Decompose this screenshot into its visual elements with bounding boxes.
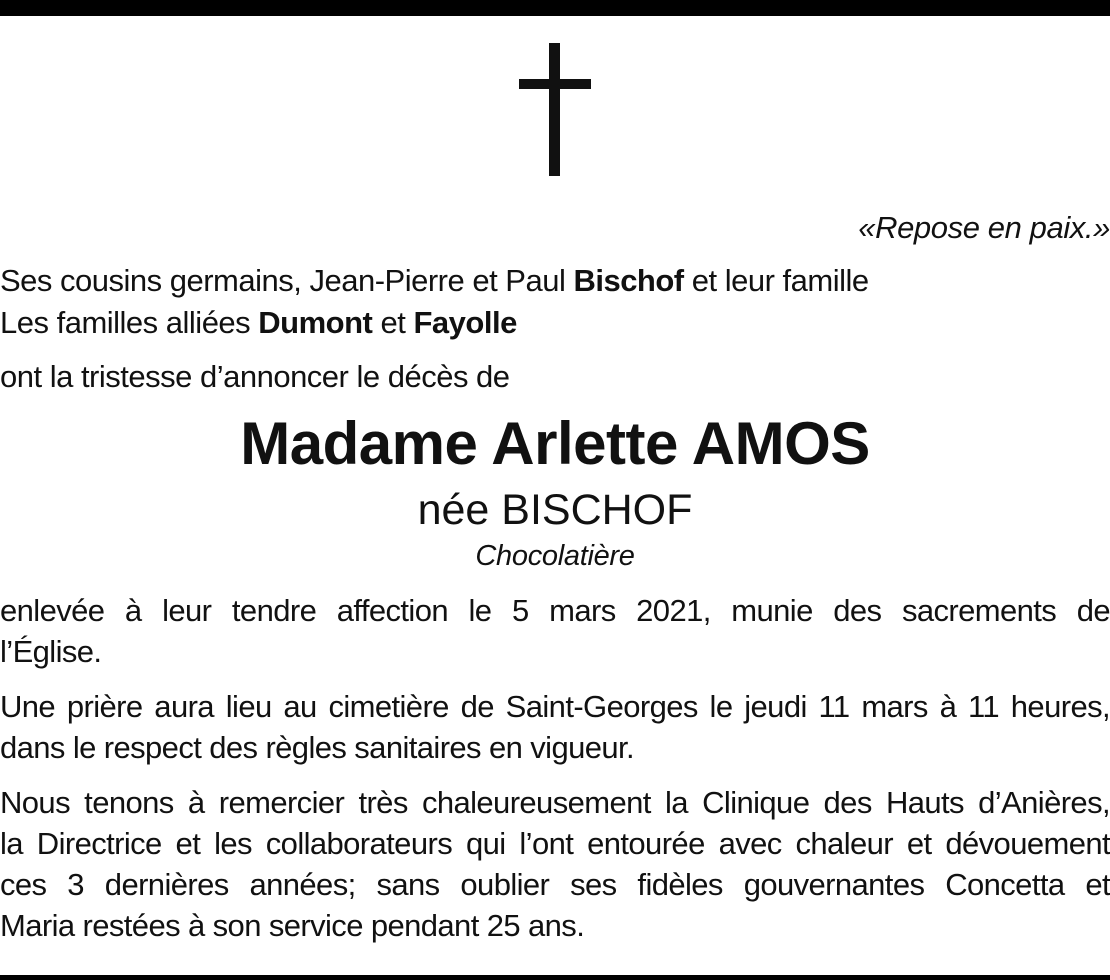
family-line-allied	[0, 304, 517, 342]
cross-vertical-bar	[549, 43, 560, 176]
deceased-name: Madame Arlette AMOS	[240, 410, 870, 477]
family-line-cousins	[0, 262, 869, 300]
paragraph-row: dans le respect des règles sanitaires en vigueur.	[0, 730, 635, 765]
paragraph-death-details	[0, 590, 1110, 672]
paragraph-row: Maria restées à son service pendant 25 ans.	[0, 908, 585, 943]
family-name-fayolle: Fayolle	[413, 305, 517, 340]
bottom-border-rule	[0, 975, 1110, 980]
paragraph-row: l’Église.	[0, 634, 102, 669]
latin-cross-icon	[519, 43, 591, 176]
paragraph-thanks	[0, 782, 1110, 946]
deceased-profession: Chocolatière	[475, 540, 635, 572]
paragraph-row: la Directrice et les collaborateurs qui l’ont entourée avec chaleur et dévouement	[0, 826, 1110, 861]
family-name-bischof: Bischof	[573, 263, 684, 298]
announcement-line: ont la tristesse d’annoncer le décès de	[0, 359, 510, 394]
family-line-allied-text: Les familles alliées	[0, 305, 259, 340]
epigraph: «Repose en paix.»	[858, 210, 1110, 245]
family-name-dumont: Dumont	[258, 305, 373, 340]
paragraph-prayer-service	[0, 686, 1110, 768]
paragraph-row: ces 3 dernières années; sans oublier ses fidèles gouvernantes Concetta et	[0, 867, 1110, 902]
deceased-maiden-name: née BISCHOF	[417, 486, 693, 534]
family-line-cousins-tail: et leur famille	[683, 263, 869, 298]
paragraph-row: Nous tenons à remercier très chaleureusement la Clinique des Hauts d’Anières,	[0, 785, 1110, 820]
paragraph-row: Une prière aura lieu au cimetière de Saint-Georges le jeudi 11 mars à 11 heures,	[0, 689, 1110, 724]
top-border-rule	[0, 0, 1110, 16]
cross-horizontal-bar	[519, 79, 591, 89]
paragraph-row: enlevée à leur tendre affection le 5 mars 2021, munie des sacrements de	[0, 593, 1110, 628]
family-line-cousins-text: Ses cousins germains, Jean-Pierre et Paul	[0, 263, 574, 298]
family-line-allied-conjunction: et	[372, 305, 414, 340]
